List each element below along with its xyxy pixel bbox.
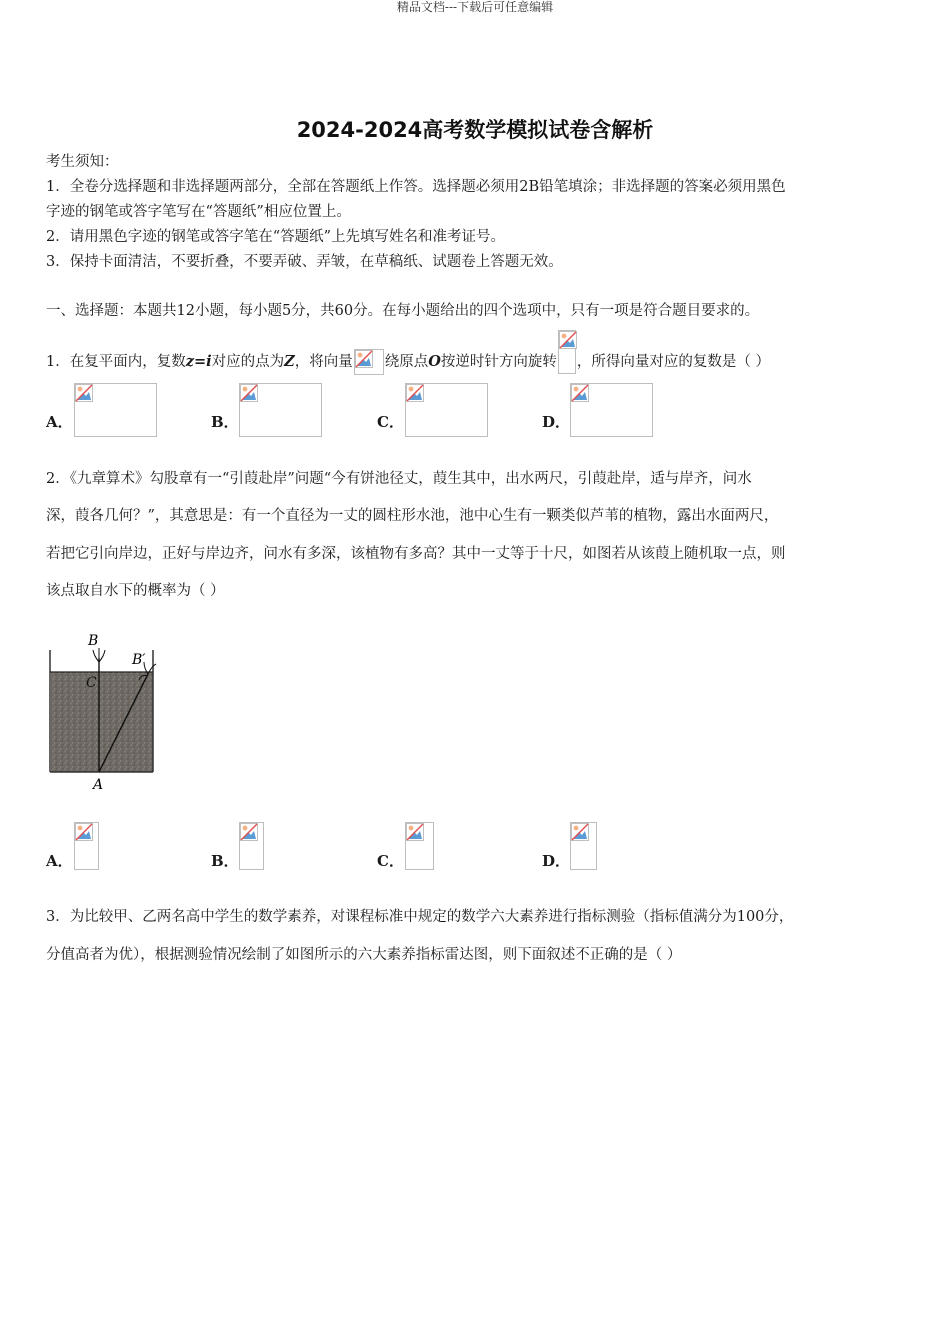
figure-label-C: C xyxy=(86,675,97,691)
q2-line: 该点取自水下的概率为（ ） xyxy=(46,583,225,599)
broken-image-icon xyxy=(406,823,424,841)
pond-figure-svg xyxy=(46,630,166,796)
notice-item: 字迹的钢笔或答字笔写在“答题纸”相应位置上。 xyxy=(46,204,351,220)
broken-image-icon xyxy=(558,330,576,374)
broken-image-icon xyxy=(240,823,258,841)
q1-option-d-label: D． xyxy=(542,413,571,431)
q1-text: 对应的点为 xyxy=(211,354,285,370)
q1-option-c-image[interactable] xyxy=(405,383,488,437)
broken-image-icon xyxy=(571,823,589,841)
q1-text: ，将向量 xyxy=(294,354,353,370)
q1-text: 按逆时针方向旋转 xyxy=(440,354,557,370)
notice-item: 2．请用黑色字迹的钢笔或答字笔在“答题纸”上先填写姓名和准考证号。 xyxy=(46,229,506,245)
notice-item: 1．全卷分选择题和非选择题两部分，全部在答题纸上作答。选择题必须用2B铅笔填涂；非选择题的答案必须用黑色 xyxy=(46,179,786,195)
q1-Z: Z xyxy=(284,353,295,370)
q1-text: 1．在复平面内，复数 xyxy=(46,354,186,370)
q2-line: 2．《九章算术》勾股章有一“引葭赴岸”问题“今有饼池径丈，葭生其中，出水两尺，引葭赴岸，适与岸齐，问水 xyxy=(46,471,752,487)
q1-option-a-image[interactable] xyxy=(74,383,157,437)
q2-option-a-label: A． xyxy=(46,852,73,870)
q1-z: z=i xyxy=(185,353,212,370)
page-title: 2024-2024高考数学模拟试卷含解析 xyxy=(296,118,654,142)
q3-line: 分值高者为优），根据测验情况绘制了如图所示的六大素养指标雷达图，则下面叙述不正确的是（ ） xyxy=(46,947,682,963)
q2-option-a-image[interactable] xyxy=(74,822,99,870)
q2-option-c-image[interactable] xyxy=(405,822,434,870)
q2-option-b-image[interactable] xyxy=(239,822,264,870)
q2-option-c-label: C． xyxy=(377,852,404,870)
water-body xyxy=(51,672,153,772)
broken-image-icon xyxy=(354,349,384,375)
q2-line: 若把它引向岸边，正好与岸边齐，问水有多深，该植物有多高？其中一丈等于十尺，如图若从该葭上随机取一点，则 xyxy=(46,546,786,562)
section-heading: 一、选择题：本题共12小题，每小题5分，共60分。在每小题给出的四个选项中，只有一项是符合题目要求的。 xyxy=(46,303,760,319)
q1-option-d-image[interactable] xyxy=(570,383,653,437)
figure-label-B: B xyxy=(88,633,99,649)
figure-label-B-prime: B′ xyxy=(132,652,146,668)
q2-option-d-image[interactable] xyxy=(570,822,597,870)
notice-item: 3．保持卡面清洁，不要折叠，不要弄破、弄皱，在草稿纸、试题卷上答题无效。 xyxy=(46,254,563,270)
q1-O: O xyxy=(428,353,441,370)
broken-image-icon xyxy=(75,823,93,841)
q3-line: 3．为比较甲、乙两名高中学生的数学素养，对课程标准中规定的数学六大素养进行指标测验（指标值满分为100分， xyxy=(46,909,794,925)
q1-option-b-image[interactable] xyxy=(239,383,322,437)
figure-label-A: A xyxy=(93,777,104,793)
question-1-stem xyxy=(46,330,770,379)
q1-text: 绕原点 xyxy=(384,354,429,370)
pond-reed-figure xyxy=(46,630,166,796)
broken-image-icon xyxy=(240,384,258,402)
q1-option-b-label: B． xyxy=(211,413,239,431)
q1-text: ，所得向量对应的复数是（ ） xyxy=(576,354,770,370)
broken-image-icon xyxy=(75,384,93,402)
page-header: 精品文档---下载后可任意编辑 xyxy=(396,0,554,14)
broken-image-icon xyxy=(406,384,424,402)
q1-option-a-label: A． xyxy=(46,413,73,431)
q2-line: 深，葭各几何？”，其意思是：有一个直径为一丈的圆柱形水池，池中心生有一颗类似芦苇的植物，露出水面两尺， xyxy=(46,508,779,524)
broken-image-icon xyxy=(571,384,589,402)
q2-option-b-label: B． xyxy=(211,852,239,870)
notice-heading: 考生须知： xyxy=(46,154,119,170)
q1-option-c-label: C． xyxy=(377,413,404,431)
q2-option-d-label: D． xyxy=(542,852,571,870)
